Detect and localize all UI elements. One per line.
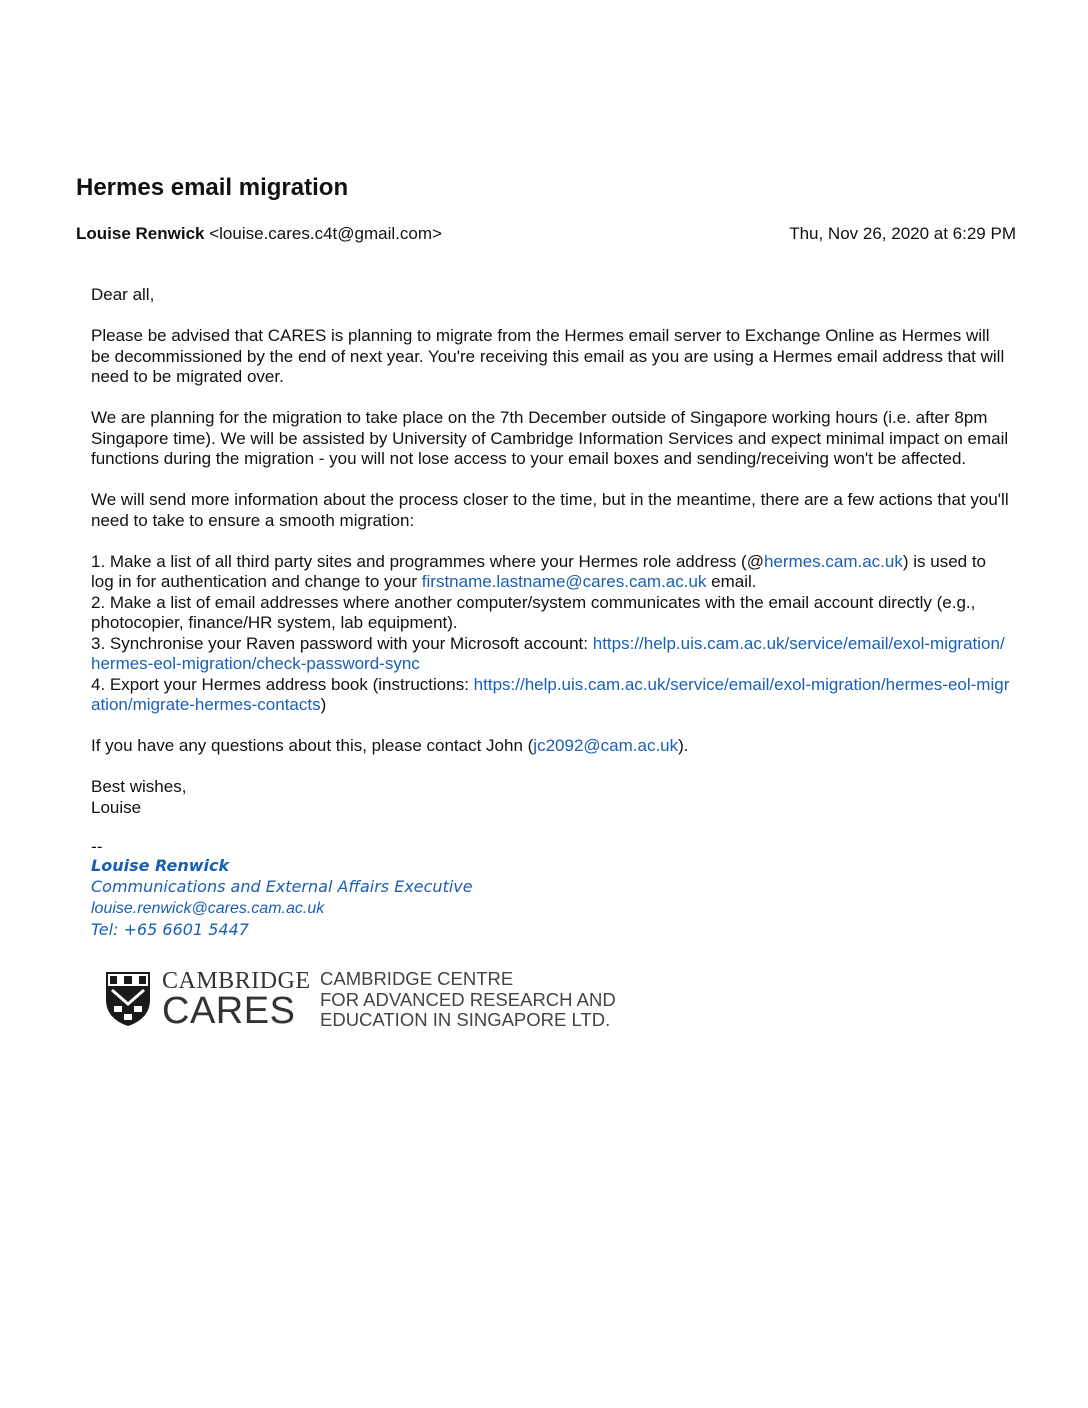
item-2-text: 2. Make a list of email addresses where another computer/system communicates with the email account directly (e.g., photocopier, finance/HR system, lab equipment). [91,592,976,632]
logo-line-2: FOR ADVANCED RESEARCH AND [320,988,616,1010]
hermes-domain-link[interactable]: hermes.cam.ac.uk [763,551,903,571]
action-list [91,552,1011,716]
signature [91,836,1011,940]
item-1-text-c: email. [706,572,757,591]
new-email-format-link[interactable]: firstname.lastname@cares.cam.ac.uk [421,572,707,591]
logo-cambridge-word: CAMBRIDGE [162,968,311,994]
item-1-text-b: ) is used to log in for authentication and change to your [91,551,987,591]
signature-name: Louise Renwick [91,855,230,875]
item-4-text-a: 4. Export your Hermes address book (instructions: [91,674,474,694]
contact-email-link[interactable]: jc2092@cam.ac.uk [533,736,679,755]
university-crest-icon [104,970,152,1028]
item-4-text-b: ) [320,695,327,714]
item-1-text-a: 1. Make a list of all third party sites and programmes where your Hermes role address (@ [91,551,764,571]
paragraph-1: Please be advised that CARES is planning to migrate from the Hermes email server to Exchange Online as Hermes will be decommissioned by the end of next year. You're receiving this email as you are using a Hermes email address that will need to be migrated over. [91,326,1005,386]
sender-name: Louise Renwick [76,224,205,243]
email-header [76,224,1016,244]
email-subject: Hermes email migration [76,174,349,201]
logo-line-1: CAMBRIDGE CENTRE [320,968,514,989]
sender-email: <louise.cares.c4t@gmail.com> [209,224,442,243]
item-3-text: 3. Synchronise your Raven password with your Microsoft account: [91,633,593,653]
logo-full-name [320,969,616,1031]
contact-text-a: If you have any questions about this, please contact John ( [91,736,534,755]
signature-separator: -- [91,836,103,856]
logo-line-3: EDUCATION IN SINGAPORE LTD. [320,1009,611,1030]
password-sync-link[interactable]: https://help.uis.cam.ac.uk/service/email/exol-migration/hermes-eol-migration/check-password-sync [91,633,1005,673]
greeting: Dear all, [91,285,155,304]
signature-tel[interactable]: Tel: +65 6601 5447 [91,919,249,939]
logo-cares-word: CARES [162,990,296,1032]
contact-line [91,736,1011,757]
signature-title: Communications and External Affairs Executive [91,876,473,896]
signature-email-link[interactable]: louise.renwick@cares.cam.ac.uk [91,899,325,917]
email-body [91,285,1011,940]
email-date: Thu, Nov 26, 2020 at 6:29 PM [789,224,1016,243]
contact-text-b: ). [678,736,689,755]
paragraph-3: We will send more information about the process closer to the time, but in the meantime, there are a few actions that you'll need to take to ensure a smooth migration: [91,490,1009,530]
closing-name: Louise [91,797,142,817]
closing-block [91,777,1011,818]
migrate-contacts-link[interactable]: https://help.uis.cam.ac.uk/service/email/exol-migration/hermes-eol-migration/migrate-hermes-contacts [91,674,1010,714]
closing: Best wishes, [91,777,187,796]
paragraph-2: We are planning for the migration to take place on the 7th December outside of Singapore working hours (i.e. after 8pm Singapore time). We will be assisted by University of Cambridge Information Services and expect minimal impact on email functions during the migration - you will not lose access to your email boxes and sending/receiving won't be affected. [91,408,1009,468]
cambridge-cares-logo [104,968,644,1030]
